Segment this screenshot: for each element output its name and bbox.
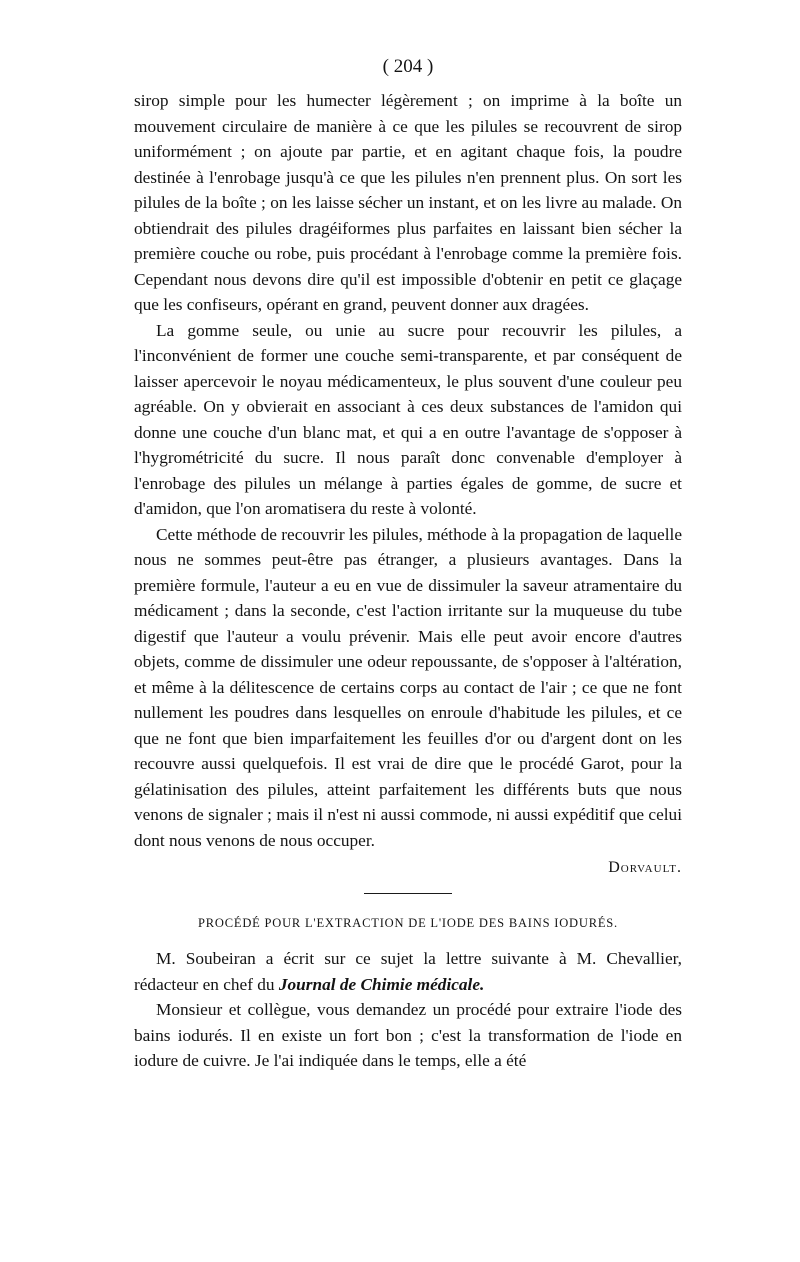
section-heading: PROCÉDÉ POUR L'EXTRACTION DE L'IODE DES BAINS IODURÉS.: [198, 916, 618, 930]
paragraph-gum-and-sugar: La gomme seule, ou unie au sucre pour recouvrir les pilules, a l'inconvénient de former une couche semi-transparente, et par conséquent de laisser apercevoir le noyau médicamenteux, le plus souvent d'une couleur peu agréable. On y obvierait en associant à ces deux substances de l'amidon qui donne une couche d'un blanc mat, et qui a en outre l'avantage de s'opposer à l'hygrométricité du sucre. Il nous paraît donc convenable d'employer à l'enrobage des pilules un mélange à parties égales de gomme, de sucre et d'amidon, que l'on aromatisera du reste à volonté.: [134, 320, 682, 518]
section-divider: [364, 893, 452, 894]
intro-text: M. Soubeiran a écrit sur ce sujet la lettre suivante à M. Chevallier, rédacteur en chef du: [134, 949, 682, 994]
paragraph-letter-body: Monsieur et collègue, vous demandez un procédé pour extraire l'iode des bains iodurés. Il en existe un fort bon ; c'est la transformation de l'iode en iodure de cuivre. Je l'ai indiquée dans le temps, elle a été: [134, 1000, 682, 1070]
paragraph-method-advantages: Cette méthode de recouvrir les pilules, méthode à la propagation de laquelle nous ne sommes peut-être pas étranger, a plusieurs avantages. Dans la première formule, l'auteur a eu en vue de dissimuler la saveur atramentaire du médicament ; dans la seconde, c'est l'action irritante sur la muqueuse du tube digestif que l'auteur a voulu prévenir. Mais elle peut avoir encore d'autres objets, comme de dissimuler une odeur repoussante, de s'opposer à l'altération, et même à la délitescence de certains corps au contact de l'air ; ce que ne font nullement les poudres dans lesquelles on enroule d'habitude les pilules, et ce que ne font que bien imparfaitement les feuilles d'or ou d'argent dont on les recouvre aussi quelquefois. Il est vrai de dire que le procédé Garot, pour la gélatinisation des pilules, atteint parfaitement les différents buts que nous venons de signaler ; mais il n'est ni aussi commode, ni aussi expéditif que celui dont nous venons de nous occuper.: [134, 524, 682, 850]
document-page: [134, 54, 682, 1074]
paragraph-pill-coating-procedure: sirop simple pour les humecter légèrement ; on imprime à la boîte un mouvement circulaire de manière à ce que les pilules se recouvrent de sirop uniformément ; on ajoute par partie, et en agitant chaque fois, la poudre destinée à l'enrobage jusqu'à ce que les pilules n'en prennent plus. On sort les pilules de la boîte ; on les laisse sécher un instant, et on les livre au malade. On obtiendrait des pilules dragéiformes plus parfaites en laissant bien sécher la première couche ou robe, puis procédant à l'enrobage comme la première fois. Cependant nous devons dire qu'il est impossible d'obtenir en petit ce glaçage que les confiseurs, opérant en grand, peuvent donner aux dragées.: [134, 91, 682, 314]
author-signature: Dorvault.: [608, 859, 682, 876]
paragraph-soubeiran-letter-intro: [134, 946, 682, 997]
journal-title: Journal de Chimie médicale.: [278, 974, 485, 994]
page-number: ( 204 ): [382, 56, 434, 77]
